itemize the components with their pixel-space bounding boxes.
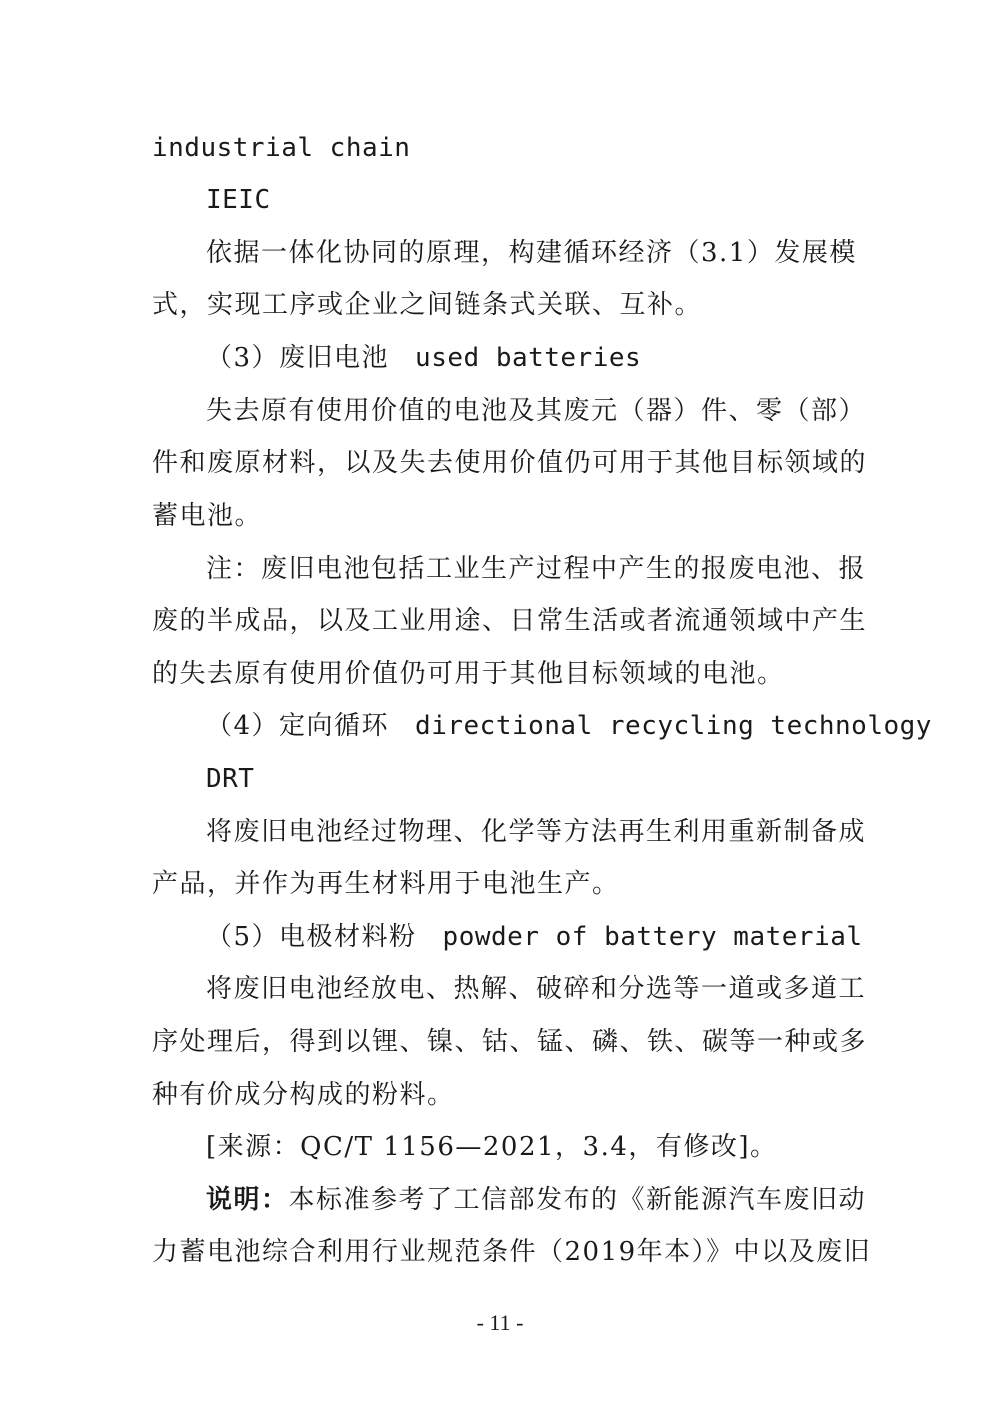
term-english: powder of battery material	[442, 922, 863, 952]
definition-line: 式，实现工序或企业之间链条式关联、互补。	[152, 290, 703, 320]
definition-line: 序处理后，得到以锂、镍、钴、锰、磷、铁、碳等一种或多	[152, 1027, 868, 1057]
term-heading-4	[206, 706, 932, 746]
explanation-text: 本标准参考了工信部发布的《新能源汽车废旧动	[288, 1185, 867, 1215]
definition-line: 件和废原材料，以及失去使用价值仍可用于其他目标领域的	[152, 448, 868, 478]
definition-line: 将废旧电池经放电、热解、破碎和分选等一道或多道工	[206, 974, 867, 1004]
term-heading-5	[206, 917, 863, 957]
term-english: directional recycling technology	[415, 711, 932, 741]
term-chinese: （5）电极材料粉	[206, 922, 417, 952]
definition-line: 将废旧电池经过物理、化学等方法再生利用重新制备成	[206, 817, 867, 847]
term-heading-3	[206, 338, 852, 378]
definition-line: 种有价成分构成的粉料。	[152, 1080, 455, 1110]
term-abbreviation: DRT	[206, 764, 255, 794]
term-chinese: （3）废旧电池	[206, 343, 390, 373]
explanation-line	[206, 1180, 867, 1220]
term-abbreviation: IEIC	[206, 185, 271, 215]
source-reference: [来源：QC/T 1156—2021，3.4，有修改]。	[206, 1132, 778, 1162]
definition-line: 产品，并作为再生材料用于电池生产。	[152, 869, 620, 899]
page-number: - 11 -	[476, 1310, 524, 1335]
term-chinese: （4）定向循环	[206, 711, 390, 741]
definition-line: 失去原有使用价值的电池及其废元（器）件、零（部）	[206, 396, 867, 426]
explanation-line: 力蓄电池综合利用行业规范条件（2019年本）》中以及废旧	[152, 1237, 872, 1267]
definition-line: 蓄电池。	[152, 501, 263, 531]
explanation-label: 说明：	[206, 1185, 289, 1215]
term-english: used batteries	[415, 343, 642, 373]
note-line: 注：废旧电池包括工业生产过程中产生的报废电池、报	[206, 554, 867, 584]
definition-line: 依据一体化协同的原理，构建循环经济（3.1）发展模	[206, 238, 857, 268]
term-english-line: industrial chain	[152, 133, 411, 163]
note-line: 废的半成品，以及工业用途、日常生活或者流通领域中产生	[152, 606, 868, 636]
note-line: 的失去原有使用价值仍可用于其他目标领域的电池。	[152, 659, 785, 689]
